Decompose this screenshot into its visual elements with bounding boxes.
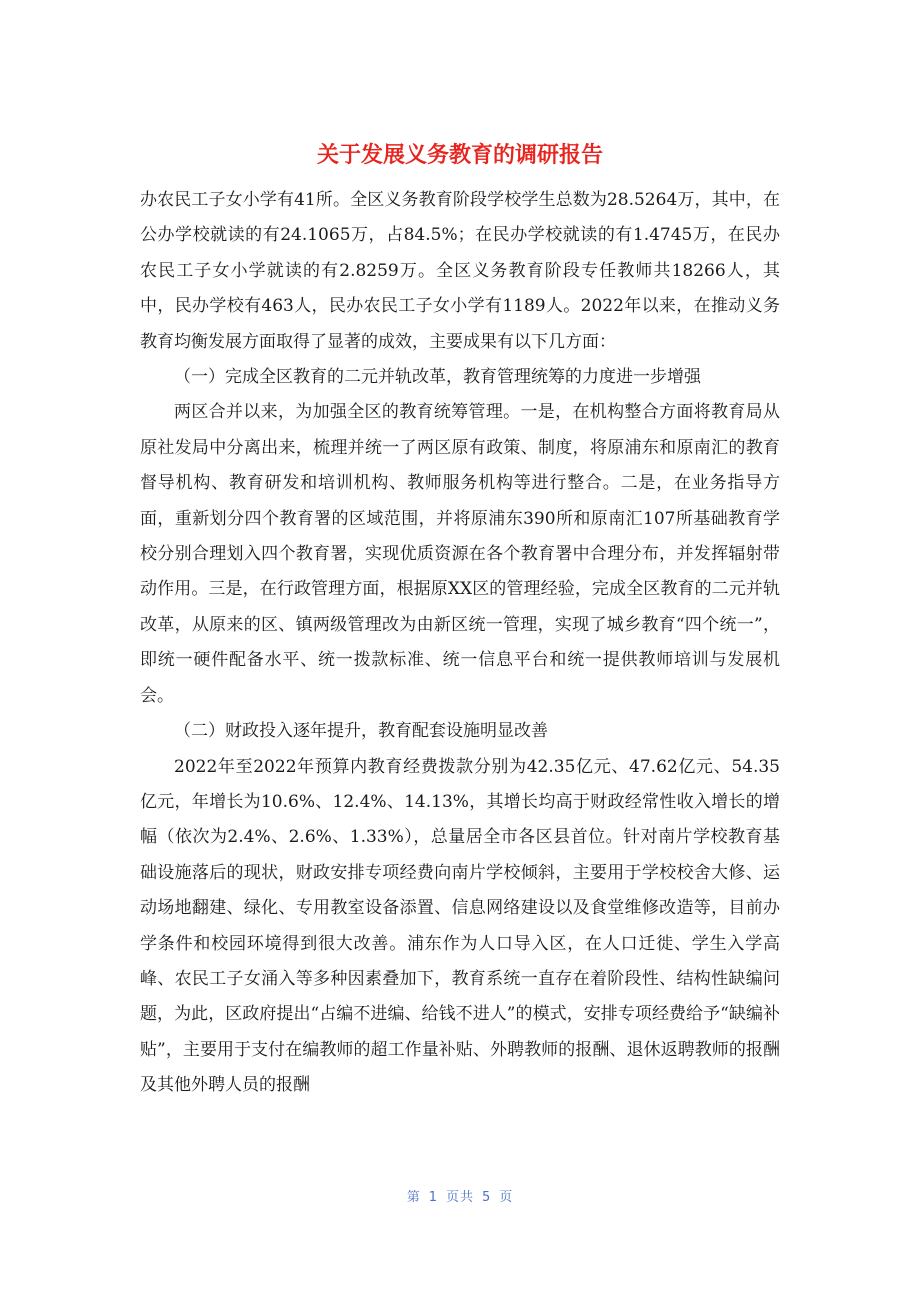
paragraph-section-1: 两区合并以来，为加强全区的教育统筹管理。一是，在机构整合方面将教育局从原社发局中分离出来，梳理并统一了两区原有政策、制度，将原浦东和原南汇的教育督导机构、教育研发和培训机构、教师服务机构等进行整合。二是，在业务指导方面，重新划分四个教育署的区域范围，并将原浦东390所和原南汇107所基础教育学校分别合理划入四个教育署，实现优质资源在各个教育署中合理分布，并发挥辐射带动作用。三是，在行政管理方面，根据原XX区的管理经验，完成全区教育的二元并轨改革，从原来的区、镇两级管理改为由新区统一管理，实现了城乡教育“四个统一”，即统一硬件配备水平、统一拨款标准、统一信息平台和统一提供教师培训与发展机会。 (140, 402, 780, 706)
section-heading-2: （二）财政投入逐年提升，教育配套设施明显改善 (174, 721, 548, 742)
footer-page-number: 1 (428, 1190, 438, 1205)
footer-label-of: 页共 (445, 1190, 474, 1205)
footer-label-page: 第 (406, 1190, 421, 1205)
section-heading-1: （一）完成全区教育的二元并轨改革，教育管理统筹的力度进一步增强 (174, 367, 701, 388)
footer-page-total: 5 (482, 1190, 492, 1205)
footer-label-end: 页 (499, 1190, 514, 1205)
page-footer (0, 1186, 920, 1205)
paragraph-intro: 办农民工子女小学有41所。全区义务教育阶段学校学生总数为28.5264万，其中，在公办学校就读的有24.1065万，占84.5%；在民办学校就读的有1.4745万，在民办农民工子女小学就读的有2.8259万。全区义务教育阶段专任教师共18266人，其中，民办学校有463人，民办农民工子女小学有1189人。2022年以来，在推动义务教育均衡发展方面取得了显著的成效，主要成果有以下几方面： (140, 190, 780, 352)
document-title: 关于发展义务教育的调研报告 (316, 143, 603, 168)
paragraph-section-2: 2022年至2022年预算内教育经费拨款分别为42.35亿元、47.62亿元、54.35亿元，年增长为10.6%、12.4%、14.13%，其增长均高于财政经常性收入增长的增幅（依次为2.4%、2.6%、1.33%），总量居全市各区县首位。针对南片学校教育基础设施落后的现状，财政安排专项经费向南片学校倾斜，主要用于学校校舍大修、运动场地翻建、绿化、专用教室设备添置、信息网络建设以及食堂维修改造等，目前办学条件和校园环境得到很大改善。浦东作为人口导入区，在人口迁徙、学生入学高峰、农民工子女涌入等多种因素叠加下，教育系统一直存在着阶段性、结构性缺编问题，为此，区政府提出“占编不进编、给钱不进人”的模式，安排专项经费给予“缺编补贴”，主要用于支付在编教师的超工作量补贴、外聘教师的报酬、退休返聘教师的报酬及其他外聘人员的报酬 (140, 756, 780, 1096)
document-body (140, 183, 780, 1104)
